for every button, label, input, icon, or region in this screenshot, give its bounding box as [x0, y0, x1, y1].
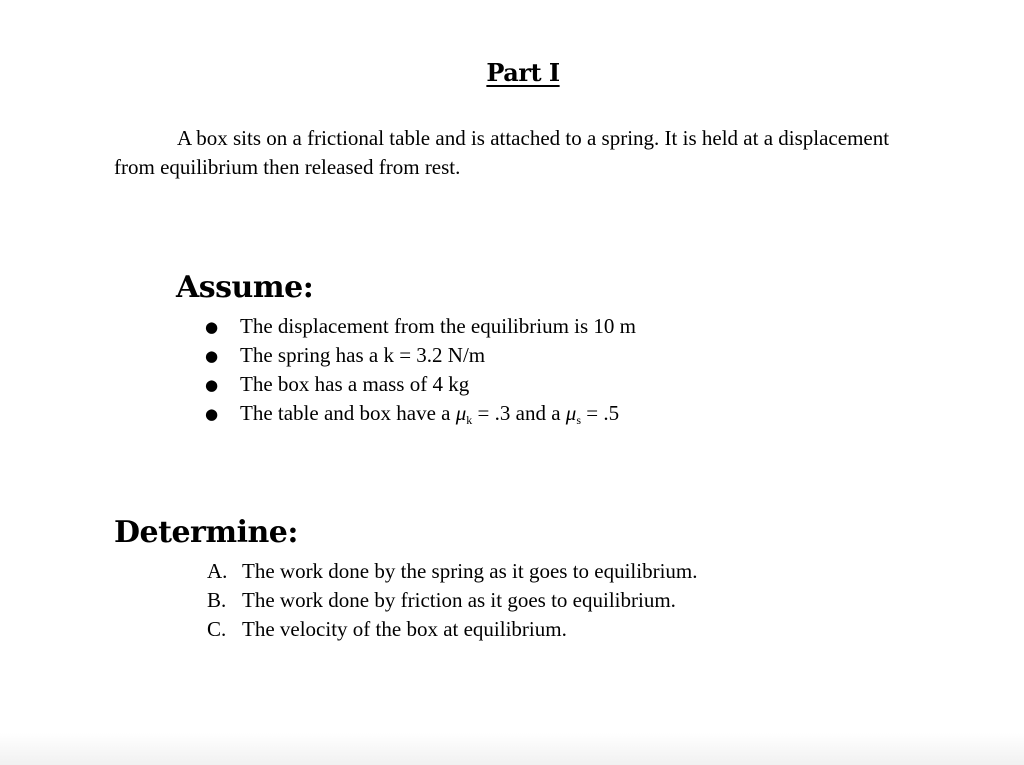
bullet-icon: ● — [205, 347, 219, 365]
assume-heading: Assume: — [176, 270, 314, 305]
list-item-text: The spring has a k = 3.2 N/m — [240, 343, 486, 367]
list-item — [205, 370, 636, 399]
list-marker: C. — [207, 617, 227, 641]
bullet-icon: ● — [205, 405, 219, 423]
kinetic-value: = .3 and a — [472, 401, 566, 425]
list-item-text: The velocity of the box at equilibrium. — [242, 617, 567, 641]
static-value: = .5 — [581, 401, 620, 425]
list-marker: A. — [207, 559, 228, 583]
list-item — [207, 615, 698, 644]
mu-static-symbol: μ — [565, 401, 577, 425]
list-item-friction — [205, 399, 636, 435]
list-item-text: The displacement from the equilibrium is 10 m — [240, 314, 636, 338]
static-subscript: s — [576, 413, 582, 427]
page-bottom-shadow — [0, 733, 1024, 765]
kinetic-subscript: k — [466, 413, 473, 427]
bullet-icon: ● — [205, 376, 219, 394]
list-item-text: The work done by friction as it goes to equilibrium. — [242, 588, 676, 612]
list-marker: B. — [207, 588, 227, 612]
determine-list — [207, 557, 698, 644]
assume-list — [205, 312, 636, 435]
list-item-text: The box has a mass of 4 kg — [240, 372, 470, 396]
list-item — [205, 312, 636, 341]
page-title: Part I — [486, 58, 560, 87]
intro-paragraph: A box sits on a frictional table and is attached to a spring. It is held at a displacement from equilibrium then released from rest. — [114, 126, 890, 179]
bullet-icon: ● — [205, 318, 219, 336]
determine-heading: Determine: — [114, 515, 298, 550]
list-item — [207, 586, 698, 615]
friction-prefix: The table and box have a — [240, 401, 456, 425]
list-item — [205, 341, 636, 370]
mu-kinetic-symbol: μ — [455, 401, 467, 425]
list-item-text: The work done by the spring as it goes to equilibrium. — [242, 559, 698, 583]
list-item — [207, 557, 698, 586]
